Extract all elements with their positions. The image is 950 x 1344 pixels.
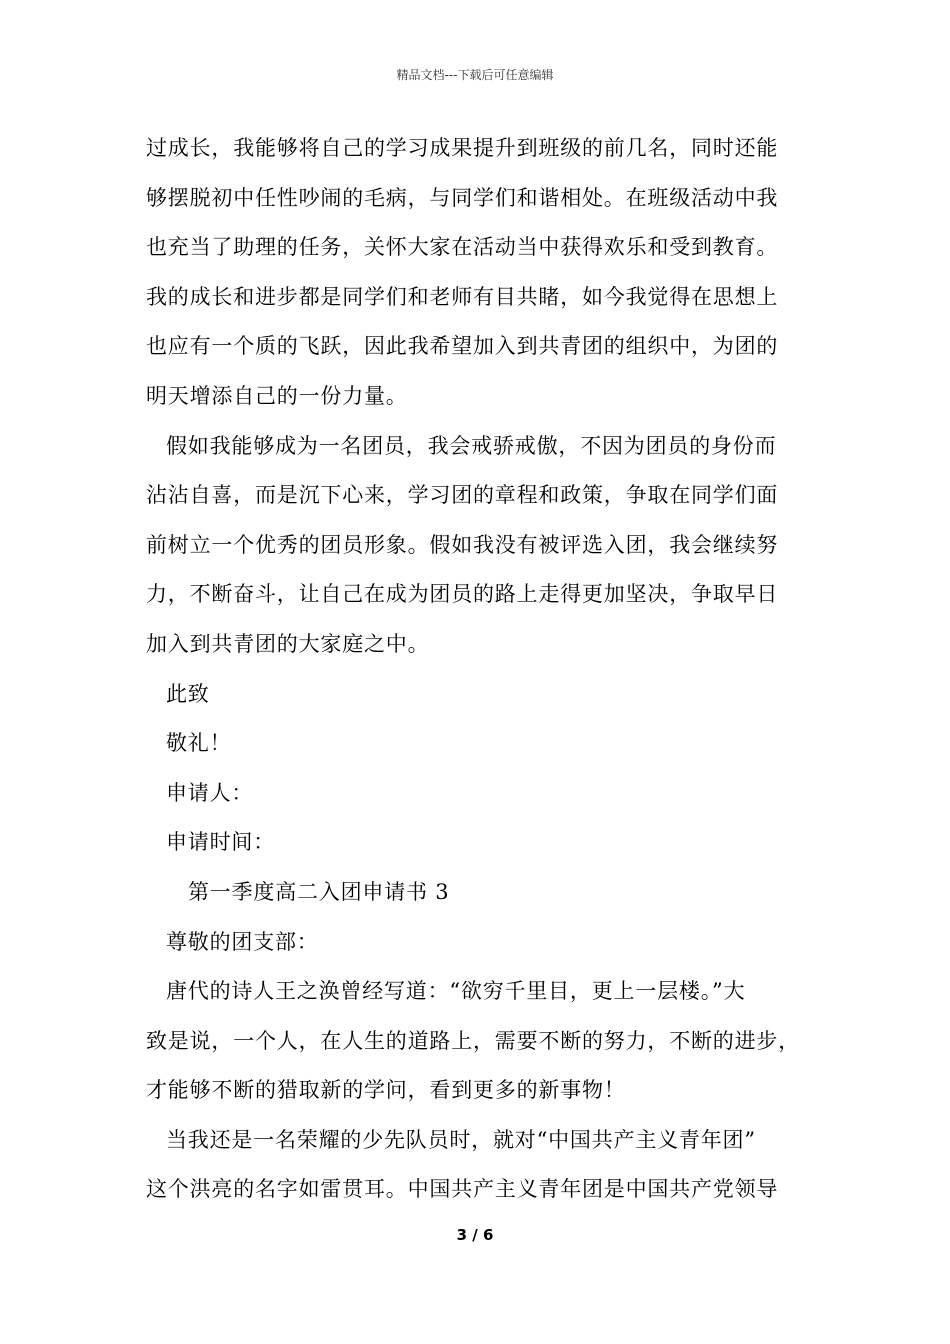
application-date-label: 申请时间： xyxy=(166,830,275,855)
applicant-label: 申请人： xyxy=(166,780,254,805)
greeting: 尊敬的团支部： xyxy=(166,929,319,954)
closing-salutation: 此致 xyxy=(166,681,210,706)
document-body xyxy=(146,128,826,1219)
text-line: 致是说，一个人，在人生的道路上，需要不断的努力，不断的进步， xyxy=(146,1028,800,1053)
page-header: 精品文档---下载后可任意编辑 xyxy=(396,68,554,82)
text-line: 这个洪亮的名字如雷贯耳。中国共产主义青年团是中国共产党领导 xyxy=(146,1177,779,1202)
text-line: 沾沾自喜，而是沉下心来，学习团的章程和政策，争取在同学们面 xyxy=(146,483,779,508)
text-line: 过成长，我能够将自己的学习成果提升到班级的前几名，同时还能 xyxy=(146,136,779,160)
text-line: 力，不断奋斗，让自己在成为团员的路上走得更加坚决，争取早日 xyxy=(146,582,779,607)
text-line: 也充当了助理的任务，关怀大家在活动当中获得欢乐和受到教育。 xyxy=(146,235,779,260)
text-line: 才能够不断的猎取新的学问，看到更多的新事物！ xyxy=(146,1078,626,1103)
text-line: 明天增添自己的一份力量。 xyxy=(146,383,408,408)
text-line: 也应有一个质的飞跃，因此我希望加入到共青团的组织中，为团的 xyxy=(146,334,779,359)
section-title: 第一季度高二入团申请书 3 xyxy=(188,879,450,904)
paragraph-start-line: 假如我能够成为一名团员，我会戒骄戒傲，不因为团员的身份而 xyxy=(166,433,777,458)
closing-regards: 敬礼！ xyxy=(166,731,232,756)
text-line: 前树立一个优秀的团员形象。假如我没有被评选入团，我会继续努 xyxy=(146,532,779,557)
text-line: 够摆脱初中任性吵闹的毛病，与同学们和谐相处。在班级活动中我 xyxy=(146,185,779,210)
text-line: 加入到共青团的大家庭之中。 xyxy=(146,631,430,656)
page-number: 3 / 6 xyxy=(456,1226,494,1244)
text-line: 我的成长和进步都是同学们和老师有目共睹，如今我觉得在思想上 xyxy=(146,284,779,309)
paragraph-start-line: 唐代的诗人王之涣曾经写道：“欲穷千里目，更上一层楼。”大 xyxy=(166,979,746,1004)
paragraph-start-line: 当我还是一名荣耀的少先队员时，就对“中国共产主义青年团” xyxy=(166,1127,756,1152)
